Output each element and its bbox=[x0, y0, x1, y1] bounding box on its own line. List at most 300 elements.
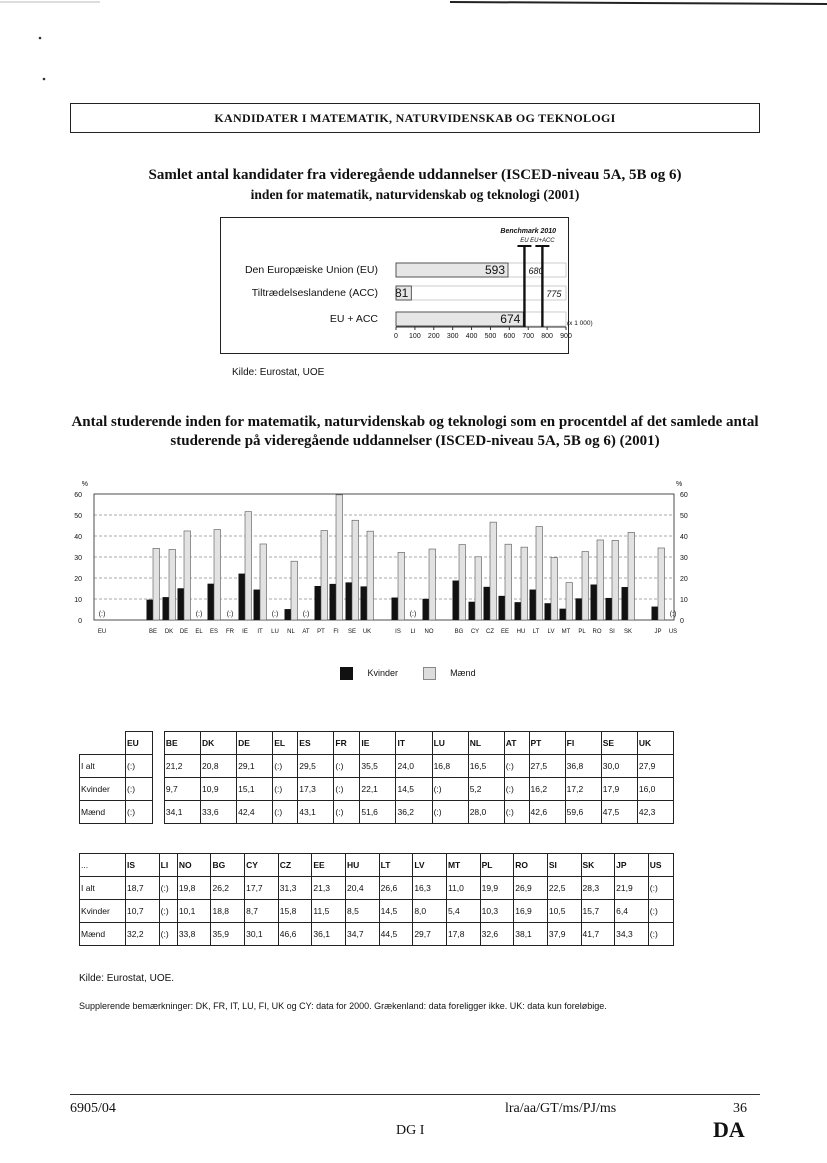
chart2-bar-men bbox=[459, 545, 466, 620]
chart2-bar-men bbox=[521, 547, 528, 620]
table-column-header: RO bbox=[514, 854, 548, 877]
table-cell: 36,2 bbox=[396, 801, 432, 824]
chart2-bar-women bbox=[469, 602, 476, 620]
table-row-label: I alt bbox=[80, 877, 126, 900]
chart1-benchmark-title: Benchmark 2010 bbox=[500, 228, 557, 235]
chart2-category-label: NL bbox=[287, 629, 295, 635]
table-row-label: Kvinder bbox=[80, 900, 126, 923]
table-column-header: HU bbox=[346, 854, 380, 877]
legend-women-label: Kvinder bbox=[367, 667, 399, 678]
chart2-bar-men bbox=[566, 583, 573, 620]
chart1-benchmark-label: EU bbox=[520, 238, 529, 244]
chart1-category-label: Tiltrædelseslandene (ACC) bbox=[251, 287, 378, 299]
table-row bbox=[80, 755, 674, 778]
table-cell: 16,2 bbox=[529, 778, 565, 801]
chart2-bar-men bbox=[169, 549, 176, 620]
chart2-y-tick-label-right: 0 bbox=[680, 618, 684, 625]
chart2-bar-men bbox=[658, 548, 665, 620]
table-column-header: FI bbox=[565, 732, 601, 755]
chart2-y-tick-label-right: 30 bbox=[680, 555, 688, 562]
chart2-bar-women bbox=[147, 600, 154, 620]
table-row bbox=[80, 900, 674, 923]
chart2-category-label: JP bbox=[654, 629, 662, 635]
chart2-bar-men bbox=[628, 532, 635, 620]
table-row-label: I alt bbox=[80, 755, 126, 778]
table-row bbox=[80, 923, 674, 946]
table-cell: 42,6 bbox=[529, 801, 565, 824]
table-source: Kilde: Eurostat, UOE. bbox=[79, 973, 175, 984]
table-cell: 27,5 bbox=[529, 755, 565, 778]
chart2-bar-men bbox=[475, 557, 482, 620]
table-column-header: IE bbox=[360, 732, 396, 755]
chart2-bar-men bbox=[551, 558, 558, 620]
chart2-bar-men bbox=[184, 531, 191, 620]
chart2-bar-men bbox=[582, 552, 589, 620]
table-column-header: FR bbox=[334, 732, 360, 755]
chart1-x-tick-label: 0 bbox=[394, 333, 398, 340]
table-cell: 18,8 bbox=[211, 900, 245, 923]
table-cell: 10,3 bbox=[480, 900, 514, 923]
chart2-category-label: BE bbox=[148, 629, 158, 635]
table-cell: 34,1 bbox=[164, 801, 200, 824]
chart2-bar-men bbox=[153, 548, 160, 620]
chart2-y-unit-left: % bbox=[81, 481, 88, 488]
table-column-header: NO bbox=[177, 854, 211, 877]
chart2-bar-women bbox=[606, 598, 613, 620]
table-cell: 36,1 bbox=[312, 923, 346, 946]
chart1-title: Samlet antal kandidater fra videregående uddannelser (ISCED-niveau 5A, 5B og 6) bbox=[148, 167, 682, 183]
chart2-bar-men bbox=[612, 540, 619, 620]
chart2-category-label: DK bbox=[164, 629, 174, 635]
chart2-category-label: NO bbox=[424, 629, 434, 635]
table-cell: (:) bbox=[432, 778, 468, 801]
chart2-y-tick-label-left: 60 bbox=[74, 492, 82, 499]
table-cell: 17,3 bbox=[298, 778, 334, 801]
table-cell: 16,9 bbox=[514, 900, 548, 923]
table-cell: 36,8 bbox=[565, 755, 601, 778]
table-cell: 21,3 bbox=[312, 877, 346, 900]
table-cell: 28,3 bbox=[581, 877, 615, 900]
table-column-header: SI bbox=[547, 854, 581, 877]
chart2-category-label: IE bbox=[242, 629, 248, 635]
table-cell: 34,7 bbox=[346, 923, 380, 946]
chart2-bar-women bbox=[530, 590, 537, 620]
chart1-x-tick-label: 800 bbox=[541, 333, 553, 340]
chart2-title: Antal studerende inden for matematik, naturvidenskab og teknologi som en procentdel af det samlede antal studerende på videregående uddannelser (ISCED-niveau 5A, 5B og 6) (2001) bbox=[71, 414, 759, 449]
chart2-category-label: SE bbox=[347, 629, 357, 635]
table-column-header: UK bbox=[637, 732, 673, 755]
table-cell: 38,1 bbox=[514, 923, 548, 946]
chart2-bar-men bbox=[429, 549, 436, 620]
chart2-bar-men bbox=[352, 520, 359, 620]
chart1-category-label: EU + ACC bbox=[329, 313, 378, 325]
table-cell: (:) bbox=[504, 801, 529, 824]
table-corner-cell: ... bbox=[80, 854, 126, 877]
table-cell: 30,0 bbox=[601, 755, 637, 778]
chart2-missing-label: (:) bbox=[669, 611, 677, 618]
table-cell: 30,1 bbox=[245, 923, 279, 946]
table-cell: 10,1 bbox=[177, 900, 211, 923]
chart2-category-label: RO bbox=[592, 629, 602, 635]
chart2-y-tick-label-right: 50 bbox=[680, 513, 688, 520]
table-cell: (:) bbox=[159, 923, 177, 946]
chart2-bar-women bbox=[178, 588, 185, 620]
table-cell: (:) bbox=[159, 900, 177, 923]
data-table-1 bbox=[79, 731, 674, 824]
table-gap bbox=[152, 778, 164, 801]
table-column-header: LU bbox=[432, 732, 468, 755]
chart2-bar-women bbox=[591, 585, 598, 620]
footer-dg: DG I bbox=[396, 1123, 425, 1138]
table-gap bbox=[152, 732, 164, 755]
table-cell: (:) bbox=[159, 877, 177, 900]
chart1-x-tick-label: 500 bbox=[484, 333, 497, 340]
chart2-category-label: LV bbox=[547, 629, 555, 635]
table-cell: 22,5 bbox=[547, 877, 581, 900]
footer-language: DA bbox=[713, 1117, 745, 1142]
chart2-category-label: BG bbox=[454, 629, 464, 635]
chart2-category-label: LI bbox=[410, 629, 416, 635]
table-cell: (:) bbox=[273, 778, 298, 801]
table-column-header: SK bbox=[581, 854, 615, 877]
table-column-header: NL bbox=[468, 732, 504, 755]
chart2-y-tick-label-left: 20 bbox=[74, 576, 82, 583]
table-cell: 26,2 bbox=[211, 877, 245, 900]
chart2-missing-label: (:) bbox=[271, 611, 279, 618]
chart2-bar-men bbox=[490, 522, 497, 620]
chart2-bar-women bbox=[545, 603, 552, 620]
share-students-chart bbox=[60, 476, 710, 641]
chart2-bar-women bbox=[453, 581, 460, 620]
chart2-y-tick-label-right: 40 bbox=[680, 534, 688, 541]
table-cell: (:) bbox=[334, 755, 360, 778]
table-row-label: Mænd bbox=[80, 801, 126, 824]
chart1-x-tick-label: 900 bbox=[560, 333, 572, 340]
table-column-header: EL bbox=[273, 732, 298, 755]
table-cell: 32,2 bbox=[126, 923, 160, 946]
table-cell: (:) bbox=[504, 755, 529, 778]
chart1-data-label: 593 bbox=[484, 263, 506, 277]
table-column-header: PL bbox=[480, 854, 514, 877]
table-cell: 21,9 bbox=[615, 877, 649, 900]
table-cell: 11,0 bbox=[446, 877, 480, 900]
table-column-header: CZ bbox=[278, 854, 312, 877]
table-cell: (:) bbox=[334, 801, 360, 824]
table-cell: 43,1 bbox=[298, 801, 334, 824]
chart1-track bbox=[396, 286, 566, 300]
chart1-benchmark-label: EU+ACC bbox=[530, 238, 555, 244]
table-header-row bbox=[80, 732, 674, 755]
chart1-x-tick-label: 200 bbox=[427, 333, 440, 340]
chart2-category-label: ES bbox=[209, 629, 219, 635]
table-cell: 11,5 bbox=[312, 900, 346, 923]
table-gap bbox=[152, 801, 164, 824]
footer-doc-number: 6905/04 bbox=[70, 1101, 116, 1116]
table-cell: 47,5 bbox=[601, 801, 637, 824]
chart1-subtitle: inden for matematik, naturvidenskab og teknologi (2001) bbox=[250, 187, 580, 202]
chart2-category-label: EL bbox=[195, 629, 203, 635]
table-cell: 21,2 bbox=[164, 755, 200, 778]
chart2-y-unit-right: % bbox=[676, 481, 683, 488]
chart2-y-tick-label-left: 10 bbox=[74, 597, 82, 604]
chart2-y-tick-label-left: 0 bbox=[78, 618, 82, 625]
table-column-header: ES bbox=[298, 732, 334, 755]
table-cell: 37,9 bbox=[547, 923, 581, 946]
chart2-bar-men bbox=[214, 529, 221, 620]
chart1-unit-label: (x 1 000) bbox=[567, 320, 593, 327]
chart2-bar-women bbox=[361, 586, 368, 620]
chart1-x-tick-label: 400 bbox=[465, 333, 478, 340]
chart2-category-label: LT bbox=[532, 629, 540, 635]
table-cell: (:) bbox=[648, 900, 673, 923]
table-cell: 17,9 bbox=[601, 778, 637, 801]
table-cell: 8,5 bbox=[346, 900, 380, 923]
chart1-data-label: 81 bbox=[394, 286, 409, 300]
footer-reference: lra/aa/GT/ms/PJ/ms bbox=[505, 1101, 617, 1116]
table-column-header: DK bbox=[201, 732, 237, 755]
chart2-category-label: PT bbox=[317, 629, 325, 635]
table-cell: (:) bbox=[126, 801, 153, 824]
chart2-bar-men bbox=[245, 512, 252, 620]
table-column-header: SE bbox=[601, 732, 637, 755]
table-cell: 51,6 bbox=[360, 801, 396, 824]
chart1-x-tick-label: 600 bbox=[503, 333, 516, 340]
table-cell: 16,3 bbox=[413, 877, 447, 900]
chart2-category-label: LU bbox=[271, 629, 279, 635]
chart2-bar-women bbox=[499, 596, 506, 620]
table-cell: 33,6 bbox=[201, 801, 237, 824]
table-header-row bbox=[80, 854, 674, 877]
table-cell: 20,8 bbox=[201, 755, 237, 778]
table-cell: 10,7 bbox=[126, 900, 160, 923]
chart2-bar-men bbox=[536, 527, 543, 620]
chart2-category-label: DE bbox=[179, 629, 189, 635]
chart2-y-tick-label-right: 10 bbox=[680, 597, 688, 604]
chart2-legend bbox=[340, 667, 476, 680]
table-row bbox=[80, 778, 674, 801]
chart2-category-label: FR bbox=[226, 629, 234, 635]
chart2-missing-label: (:) bbox=[409, 611, 417, 618]
chart2-y-tick-label-left: 50 bbox=[74, 513, 82, 520]
chart2-missing-label: (:) bbox=[98, 611, 106, 618]
table-cell: 29,1 bbox=[237, 755, 273, 778]
chart2-category-label: CZ bbox=[486, 629, 494, 635]
table-row-label: Kvinder bbox=[80, 778, 126, 801]
table-column-header: LI bbox=[159, 854, 177, 877]
chart2-bar-women bbox=[392, 598, 399, 620]
table-cell: 19,8 bbox=[177, 877, 211, 900]
table-column-header: DE bbox=[237, 732, 273, 755]
chart2-category-label: IT bbox=[257, 629, 263, 635]
footer-rule bbox=[70, 1094, 760, 1095]
footer-page-number: 36 bbox=[733, 1101, 747, 1116]
table-column-header: LT bbox=[379, 854, 413, 877]
chart2-category-label: MT bbox=[561, 629, 571, 635]
chart2-bar-men bbox=[336, 495, 343, 620]
table-cell: 10,5 bbox=[547, 900, 581, 923]
chart2-category-label: PL bbox=[578, 629, 586, 635]
table-column-header: LV bbox=[413, 854, 447, 877]
table-cell: 17,2 bbox=[565, 778, 601, 801]
table-cell: 16,5 bbox=[468, 755, 504, 778]
table-cell: 26,6 bbox=[379, 877, 413, 900]
table-cell: 8,7 bbox=[245, 900, 279, 923]
chart1-benchmark-value: 680 bbox=[528, 266, 544, 276]
chart2-bar-women bbox=[423, 599, 430, 620]
chart2-category-label: EE bbox=[500, 629, 510, 635]
chart1-source: Kilde: Eurostat, UOE bbox=[232, 367, 325, 378]
table-cell: 27,9 bbox=[637, 755, 673, 778]
chart2-category-label: EU bbox=[97, 629, 107, 635]
table-column-header: PT bbox=[529, 732, 565, 755]
table-cell: 10,9 bbox=[201, 778, 237, 801]
chart2-bar-men bbox=[260, 544, 267, 620]
table-row bbox=[80, 877, 674, 900]
table-cell: (:) bbox=[648, 877, 673, 900]
table-cell: (:) bbox=[432, 801, 468, 824]
chart1-x-tick-label: 700 bbox=[522, 333, 535, 340]
chart2-bar-women bbox=[515, 602, 522, 620]
chart1-data-label: 674 bbox=[500, 312, 521, 326]
chart2-category-label: AT bbox=[302, 629, 310, 635]
table-cell: 20,4 bbox=[346, 877, 380, 900]
table-column-header: EU bbox=[126, 732, 153, 755]
chart2-bar-women bbox=[560, 609, 567, 620]
chart2-category-label: CY bbox=[470, 629, 480, 635]
table-cell: 9,7 bbox=[164, 778, 200, 801]
table-cell: 24,0 bbox=[396, 755, 432, 778]
table-cell: 42,3 bbox=[637, 801, 673, 824]
table-cell: 5,4 bbox=[446, 900, 480, 923]
chart2-y-tick-label-left: 30 bbox=[74, 555, 82, 562]
table-column-header: MT bbox=[446, 854, 480, 877]
chart1-category-label: Den Europæiske Union (EU) bbox=[244, 264, 378, 276]
chart2-bar-women bbox=[208, 584, 215, 620]
legend-men-label: Mænd bbox=[450, 667, 476, 678]
chart2-bar-men bbox=[321, 531, 328, 620]
table-cell: 22,1 bbox=[360, 778, 396, 801]
chart2-y-tick-label-left: 40 bbox=[74, 534, 82, 541]
chart2-category-label: UK bbox=[362, 629, 372, 635]
chart2-bar-women bbox=[285, 609, 292, 620]
table-row bbox=[80, 801, 674, 824]
chart2-category-label: SK bbox=[623, 629, 633, 635]
chart1-x-tick-label: 300 bbox=[446, 333, 459, 340]
table-gap bbox=[152, 755, 164, 778]
table-cell: 32,6 bbox=[480, 923, 514, 946]
table-cell: 35,5 bbox=[360, 755, 396, 778]
chart2-y-tick-label-right: 20 bbox=[680, 576, 688, 583]
table-cell: (:) bbox=[334, 778, 360, 801]
chart2-missing-label: (:) bbox=[226, 611, 234, 618]
chart2-bar-men bbox=[398, 552, 405, 620]
table-cell: 29,5 bbox=[298, 755, 334, 778]
chart2-y-tick-label-right: 60 bbox=[680, 492, 688, 499]
table-cell: (:) bbox=[504, 778, 529, 801]
data-table-2 bbox=[79, 853, 674, 946]
chart2-bar-women bbox=[484, 587, 491, 620]
chart2-bar-men bbox=[291, 561, 298, 620]
table-cell: 29,7 bbox=[413, 923, 447, 946]
chart2-category-label: US bbox=[668, 629, 678, 635]
table-cell: 59,6 bbox=[565, 801, 601, 824]
chart2-bar-women bbox=[576, 598, 583, 620]
table-cell: 46,6 bbox=[278, 923, 312, 946]
chart2-bar-women bbox=[254, 590, 261, 620]
chart2-missing-label: (:) bbox=[302, 611, 310, 618]
table-cell: 33,8 bbox=[177, 923, 211, 946]
table-cell: 31,3 bbox=[278, 877, 312, 900]
table-cell: 35,9 bbox=[211, 923, 245, 946]
table-column-header: IT bbox=[396, 732, 432, 755]
table-cell: 15,7 bbox=[581, 900, 615, 923]
chart2-category-label: HU bbox=[516, 629, 526, 635]
chart2-bar-women bbox=[163, 597, 170, 620]
table-cell: 14,5 bbox=[379, 900, 413, 923]
chart2-bar-men bbox=[505, 544, 512, 620]
table-cell: 17,7 bbox=[245, 877, 279, 900]
table-column-header: AT bbox=[504, 732, 529, 755]
table-cell: 19,9 bbox=[480, 877, 514, 900]
table-cell: (:) bbox=[126, 778, 153, 801]
chart2-bar-women bbox=[315, 586, 322, 620]
table-column-header: US bbox=[648, 854, 673, 877]
table-cell: (:) bbox=[648, 923, 673, 946]
table-column-header: CY bbox=[245, 854, 279, 877]
chart2-bar-women bbox=[622, 587, 629, 620]
chart2-bar-men bbox=[597, 540, 604, 620]
table-column-header: BE bbox=[164, 732, 200, 755]
legend-women-swatch bbox=[340, 667, 353, 680]
supplementary-notes: Supplerende bemærkninger: DK, FR, IT, LU, FI, UK og CY: data for 2000. Grækenland: data foreligger ikke. UK: data kun foreløbige. bbox=[79, 1001, 607, 1011]
legend-men-swatch bbox=[423, 667, 436, 680]
chart1-benchmark-value: 775 bbox=[546, 289, 562, 299]
table-cell: (:) bbox=[126, 755, 153, 778]
table-cell: 15,1 bbox=[237, 778, 273, 801]
table-cell: 26,9 bbox=[514, 877, 548, 900]
table-column-header: EE bbox=[312, 854, 346, 877]
table-cell: 42,4 bbox=[237, 801, 273, 824]
chart2-category-label: SI bbox=[609, 629, 615, 635]
table-cell: 5,2 bbox=[468, 778, 504, 801]
table-cell: 41,7 bbox=[581, 923, 615, 946]
table-cell: 15,8 bbox=[278, 900, 312, 923]
table-corner-cell bbox=[80, 732, 126, 755]
chart2-category-label: IS bbox=[395, 629, 401, 635]
table-cell: 34,3 bbox=[615, 923, 649, 946]
table-cell: 14,5 bbox=[396, 778, 432, 801]
table-cell: 17,8 bbox=[446, 923, 480, 946]
table-cell: (:) bbox=[273, 755, 298, 778]
table-cell: 28,0 bbox=[468, 801, 504, 824]
table-cell: 16,8 bbox=[432, 755, 468, 778]
chart2-category-label: FI bbox=[333, 629, 339, 635]
table-cell: 16,0 bbox=[637, 778, 673, 801]
table-column-header: JP bbox=[615, 854, 649, 877]
chart2-bar-women bbox=[239, 574, 246, 620]
chart2-bar-women bbox=[652, 607, 659, 620]
table-cell: 44,5 bbox=[379, 923, 413, 946]
table-column-header: IS bbox=[126, 854, 160, 877]
table-column-header: BG bbox=[211, 854, 245, 877]
chart2-bar-women bbox=[330, 584, 337, 620]
chart2-missing-label: (:) bbox=[195, 611, 203, 618]
table-cell: 18,7 bbox=[126, 877, 160, 900]
chart2-bar-men bbox=[367, 531, 374, 620]
table-row-label: Mænd bbox=[80, 923, 126, 946]
section-banner: KANDIDATER I MATEMATIK, NATURVIDENSKAB OG TEKNOLOGI bbox=[70, 103, 760, 133]
table-cell: 8,0 bbox=[413, 900, 447, 923]
